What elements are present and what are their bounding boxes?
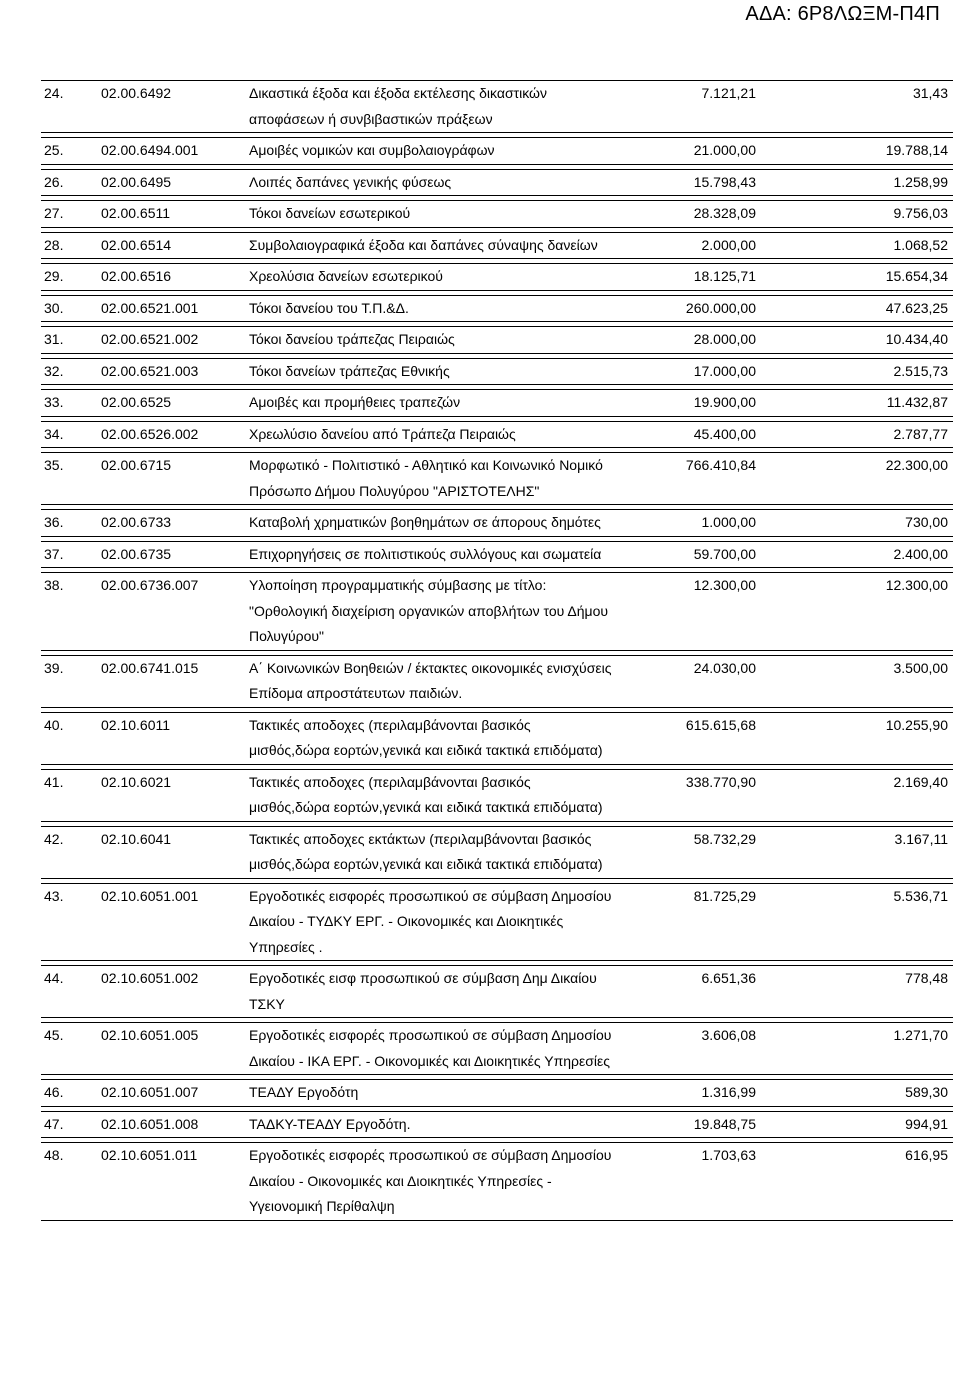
account-code: 02.00.6733 <box>100 510 249 537</box>
row-number: 47. <box>41 1111 100 1138</box>
amount-budget: 18.125,71 <box>621 264 756 291</box>
table-row <box>41 358 953 385</box>
row-number: 43. <box>41 883 100 961</box>
amount-budget: 59.700,00 <box>621 541 756 568</box>
amount-budget: 17.000,00 <box>621 358 756 385</box>
description: Τόκοι δανείων τράπεζας Εθνικής <box>249 358 621 385</box>
amount-budget: 615.615,68 <box>621 712 756 764</box>
amount-spent: 2.169,40 <box>756 769 953 821</box>
amount-spent: 15.654,34 <box>756 264 953 291</box>
row-number: 25. <box>41 138 100 165</box>
table-row <box>41 232 953 259</box>
description: Δικαστικά έξοδα και έξοδα εκτέλεσης δικαστικών αποφάσεων ή συνβιβαστικών πράξεων <box>249 81 621 133</box>
account-code: 02.00.6521.002 <box>100 327 249 354</box>
amount-spent: 9.756,03 <box>756 201 953 228</box>
amount-spent: 778,48 <box>756 966 953 1018</box>
table-row <box>41 541 953 568</box>
row-number: 24. <box>41 81 100 133</box>
amount-budget: 21.000,00 <box>621 138 756 165</box>
description: ΤΑΔΚΥ-ΤΕΑΔΥ Εργοδότη. <box>249 1111 621 1138</box>
amount-spent: 1.271,70 <box>756 1023 953 1075</box>
account-code: 02.00.6521.001 <box>100 295 249 322</box>
account-code: 02.10.6051.001 <box>100 883 249 961</box>
amount-budget: 3.606,08 <box>621 1023 756 1075</box>
amount-budget: 58.732,29 <box>621 826 756 878</box>
description: Αμοιβές νομικών και συμβολαιογράφων <box>249 138 621 165</box>
amount-spent: 10.255,90 <box>756 712 953 764</box>
amount-spent: 31,43 <box>756 81 953 133</box>
table-row <box>41 390 953 417</box>
row-number: 32. <box>41 358 100 385</box>
description: Τακτικές αποδοχες (περιλαμβάνονται βασικός μισθός,δώρα εορτών,γενικά και ειδικά τακτικά επιδόματα) <box>249 769 621 821</box>
description: Τακτικές αποδοχες (περιλαμβάνονται βασικός μισθός,δώρα εορτών,γενικά και ειδικά τακτικά επιδόματα) <box>249 712 621 764</box>
account-code: 02.10.6051.005 <box>100 1023 249 1075</box>
account-code: 02.10.6041 <box>100 826 249 878</box>
description: Χρεολύσια δανείων εσωτερικού <box>249 264 621 291</box>
table-row <box>41 138 953 165</box>
table-row <box>41 264 953 291</box>
expense-table-body <box>41 81 953 1221</box>
amount-spent: 2.787,77 <box>756 421 953 448</box>
row-number: 29. <box>41 264 100 291</box>
row-number: 48. <box>41 1143 100 1221</box>
table-row <box>41 769 953 821</box>
amount-budget: 1.703,63 <box>621 1143 756 1221</box>
description: Καταβολή χρηματικών βοηθημάτων σε άπορους δημότες <box>249 510 621 537</box>
row-number: 42. <box>41 826 100 878</box>
amount-budget: 6.651,36 <box>621 966 756 1018</box>
amount-budget: 2.000,00 <box>621 232 756 259</box>
table-row <box>41 1023 953 1075</box>
row-number: 28. <box>41 232 100 259</box>
row-number: 37. <box>41 541 100 568</box>
account-code: 02.00.6492 <box>100 81 249 133</box>
account-code: 02.10.6021 <box>100 769 249 821</box>
account-code: 02.00.6735 <box>100 541 249 568</box>
table-row <box>41 510 953 537</box>
account-code: 02.00.6525 <box>100 390 249 417</box>
amount-spent: 11.432,87 <box>756 390 953 417</box>
amount-budget: 1.316,99 <box>621 1080 756 1107</box>
row-number: 39. <box>41 655 100 707</box>
account-code: 02.00.6516 <box>100 264 249 291</box>
row-number: 41. <box>41 769 100 821</box>
table-row <box>41 655 953 707</box>
account-code: 02.00.6741.015 <box>100 655 249 707</box>
row-number: 44. <box>41 966 100 1018</box>
description: ΤΕΑΔΥ Εργοδότη <box>249 1080 621 1107</box>
row-number: 33. <box>41 390 100 417</box>
description: Τακτικές αποδοχες εκτάκτων (περιλαμβάνονται βασικός μισθός,δώρα εορτών,γενικά και ειδικά τακτικά επιδόματα) <box>249 826 621 878</box>
table-row <box>41 966 953 1018</box>
description: Α΄ Κοινωνικών Βοηθειών / έκτακτες οικονομικές ενισχύσεις Επίδομα απροστάτευτων παιδιών. <box>249 655 621 707</box>
account-code: 02.00.6526.002 <box>100 421 249 448</box>
account-code: 02.00.6521.003 <box>100 358 249 385</box>
amount-spent: 1.258,99 <box>756 169 953 196</box>
table-row <box>41 1143 953 1221</box>
description: Επιχορηγήσεις σε πολιτιστικούς συλλόγους και σωματεία <box>249 541 621 568</box>
amount-budget: 7.121,21 <box>621 81 756 133</box>
amount-budget: 28.328,09 <box>621 201 756 228</box>
description: Υλοποίηση προγραμματικής σύμβασης με τίτλο: "Ορθολογική διαχείριση οργανικών αποβλήτων του Δήμου Πολυγύρου" <box>249 573 621 651</box>
amount-spent: 2.400,00 <box>756 541 953 568</box>
table-row <box>41 295 953 322</box>
description: Χρεωλύσιο δανείου από Τράπεζα Πειραιώς <box>249 421 621 448</box>
amount-spent: 12.300,00 <box>756 573 953 651</box>
expense-table <box>41 80 953 1221</box>
amount-budget: 24.030,00 <box>621 655 756 707</box>
description: Εργοδοτικές εισφορές προσωπικού σε σύμβαση Δημοσίου Δικαίου - ΙΚΑ ΕΡΓ. - Οικονομικές και Διοικητικές Υπηρεσίες <box>249 1023 621 1075</box>
table-row <box>41 421 953 448</box>
table-row <box>41 453 953 505</box>
description: Εργοδοτικές εισφ προσωπικού σε σύμβαση Δημ Δικαίου ΤΣΚΥ <box>249 966 621 1018</box>
description: Εργοδοτικές εισφορές προσωπικού σε σύμβαση Δημοσίου Δικαίου - ΤΥΔΚΥ ΕΡΓ. - Οικονομικές και Διοικητικές Υπηρεσίες . <box>249 883 621 961</box>
amount-spent: 589,30 <box>756 1080 953 1107</box>
row-number: 45. <box>41 1023 100 1075</box>
amount-budget: 19.848,75 <box>621 1111 756 1138</box>
account-code: 02.10.6051.008 <box>100 1111 249 1138</box>
row-number: 36. <box>41 510 100 537</box>
description: Εργοδοτικές εισφορές προσωπικού σε σύμβαση Δημοσίου Δικαίου - Οικονομικές και Διοικητικές Υπηρεσίες - Υγειονομική Περίθαλψη <box>249 1143 621 1221</box>
account-code: 02.00.6736.007 <box>100 573 249 651</box>
table-row <box>41 327 953 354</box>
amount-spent: 10.434,40 <box>756 327 953 354</box>
description: Τόκοι δανείου του Τ.Π.&Δ. <box>249 295 621 322</box>
table-row <box>41 573 953 651</box>
amount-budget: 1.000,00 <box>621 510 756 537</box>
table-row <box>41 1111 953 1138</box>
row-number: 31. <box>41 327 100 354</box>
amount-budget: 28.000,00 <box>621 327 756 354</box>
amount-budget: 19.900,00 <box>621 390 756 417</box>
amount-spent: 616,95 <box>756 1143 953 1221</box>
account-code: 02.10.6011 <box>100 712 249 764</box>
account-code: 02.00.6494.001 <box>100 138 249 165</box>
table-row <box>41 201 953 228</box>
ada-code: ΑΔΑ: 6Ρ8ΛΩΞΜ-Π4Π <box>745 3 940 25</box>
row-number: 38. <box>41 573 100 651</box>
amount-budget: 81.725,29 <box>621 883 756 961</box>
description: Μορφωτικό - Πολιτιστικό - Αθλητικό και Κοινωνικό Νομικό Πρόσωπο Δήμου Πολυγύρου "ΑΡΙΣΤΟΤΕΛΗΣ" <box>249 453 621 505</box>
description: Λοιπές δαπάνες γενικής φύσεως <box>249 169 621 196</box>
amount-spent: 47.623,25 <box>756 295 953 322</box>
description: Τόκοι δανείων εσωτερικού <box>249 201 621 228</box>
account-code: 02.10.6051.002 <box>100 966 249 1018</box>
row-number: 46. <box>41 1080 100 1107</box>
amount-budget: 338.770,90 <box>621 769 756 821</box>
row-number: 40. <box>41 712 100 764</box>
amount-budget: 766.410,84 <box>621 453 756 505</box>
amount-spent: 730,00 <box>756 510 953 537</box>
account-code: 02.00.6511 <box>100 201 249 228</box>
account-code: 02.00.6514 <box>100 232 249 259</box>
table-row <box>41 826 953 878</box>
row-number: 27. <box>41 201 100 228</box>
table-row <box>41 712 953 764</box>
amount-budget: 15.798,43 <box>621 169 756 196</box>
table-row <box>41 883 953 961</box>
account-code: 02.00.6715 <box>100 453 249 505</box>
table-row <box>41 169 953 196</box>
table-row <box>41 1080 953 1107</box>
amount-spent: 2.515,73 <box>756 358 953 385</box>
amount-spent: 3.167,11 <box>756 826 953 878</box>
table-row <box>41 81 953 133</box>
description: Συμβολαιογραφικά έξοδα και δαπάνες σύναψης δανείων <box>249 232 621 259</box>
description: Τόκοι δανείου τράπεζας Πειραιώς <box>249 327 621 354</box>
amount-budget: 45.400,00 <box>621 421 756 448</box>
description: Αμοιβές και προμήθειες τραπεζών <box>249 390 621 417</box>
row-number: 34. <box>41 421 100 448</box>
amount-spent: 22.300,00 <box>756 453 953 505</box>
account-code: 02.00.6495 <box>100 169 249 196</box>
row-number: 30. <box>41 295 100 322</box>
amount-budget: 12.300,00 <box>621 573 756 651</box>
account-code: 02.10.6051.011 <box>100 1143 249 1221</box>
amount-budget: 260.000,00 <box>621 295 756 322</box>
amount-spent: 19.788,14 <box>756 138 953 165</box>
amount-spent: 994,91 <box>756 1111 953 1138</box>
amount-spent: 3.500,00 <box>756 655 953 707</box>
account-code: 02.10.6051.007 <box>100 1080 249 1107</box>
row-number: 26. <box>41 169 100 196</box>
amount-spent: 5.536,71 <box>756 883 953 961</box>
row-number: 35. <box>41 453 100 505</box>
amount-spent: 1.068,52 <box>756 232 953 259</box>
